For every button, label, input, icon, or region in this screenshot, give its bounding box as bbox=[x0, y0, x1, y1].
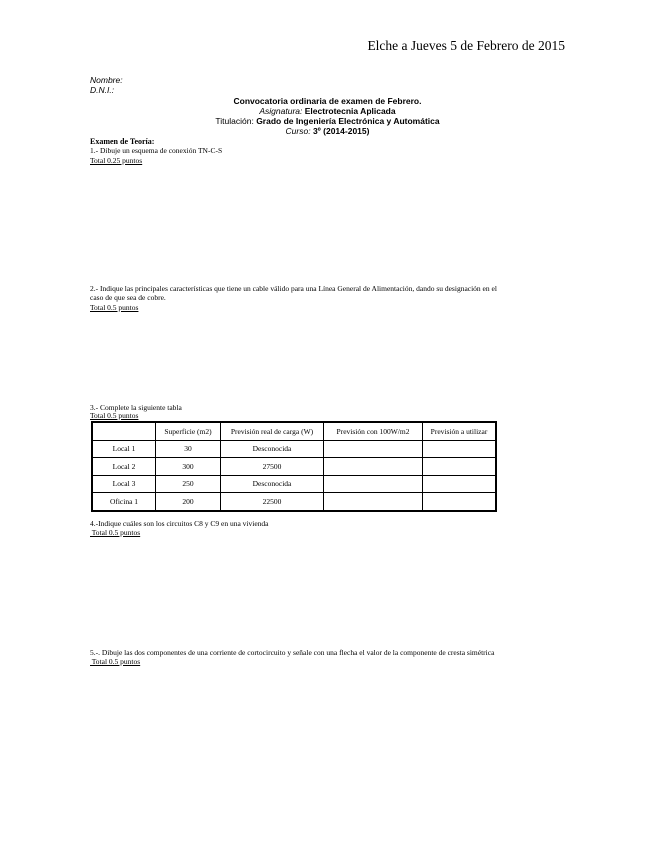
table-cell: Desconocida bbox=[221, 440, 324, 458]
table-row bbox=[92, 475, 496, 493]
table-cell: Desconocida bbox=[221, 475, 324, 493]
table-cell: 27500 bbox=[221, 458, 324, 476]
table-cell bbox=[423, 440, 497, 458]
table-cell bbox=[324, 493, 423, 511]
subject-value: Electrotecnia Aplicada bbox=[304, 106, 396, 116]
table-header-cell bbox=[92, 422, 156, 440]
table-cell: 200 bbox=[156, 493, 221, 511]
subject-label: Asignatura: bbox=[259, 106, 303, 116]
exam-header bbox=[90, 96, 565, 136]
table-cell: 30 bbox=[156, 440, 221, 458]
table-cell: Local 3 bbox=[92, 475, 156, 493]
question-3-points: Total 0.5 puntos bbox=[90, 411, 139, 420]
degree-value: Grado de Ingeniería Electrónica y Automática bbox=[256, 116, 440, 126]
table-cell: Local 1 bbox=[92, 440, 156, 458]
question-1-text: 1.- Dibuje un esquema de conexión TN-C-S bbox=[90, 146, 223, 155]
table-row bbox=[92, 493, 496, 511]
name-label: Nombre: bbox=[90, 75, 123, 85]
table-header-cell: Superficie (m2) bbox=[156, 422, 221, 440]
table-row bbox=[92, 440, 496, 458]
subject-line bbox=[90, 106, 565, 116]
table-header-cell: Previsión real de carga (W) bbox=[221, 422, 324, 440]
course-value: 3º (2014-2015) bbox=[312, 126, 370, 136]
table-cell: Local 2 bbox=[92, 458, 156, 476]
question-2-points: Total 0.5 puntos bbox=[90, 303, 139, 312]
course-line bbox=[90, 126, 565, 136]
question-5-points: Total 0.5 puntos bbox=[90, 657, 141, 666]
table-cell bbox=[423, 493, 497, 511]
table-cell bbox=[324, 458, 423, 476]
table-cell: 250 bbox=[156, 475, 221, 493]
table-cell bbox=[423, 475, 497, 493]
course-label: Curso: bbox=[285, 126, 311, 136]
section-title: Examen de Teoría: bbox=[90, 137, 155, 146]
question-2-text-cont: caso de que sea de cobre. bbox=[90, 293, 166, 302]
question-3-text: 3.- Complete la siguiente tabla bbox=[90, 403, 182, 412]
question-5-text: 5.-. Dibuje las dos componentes de una corriente de cortocircuito y señale con una flecha el valor de la componente de cresta simétrica bbox=[90, 648, 495, 657]
table-header-cell: Previsión a utilizar bbox=[423, 422, 497, 440]
table-cell: 300 bbox=[156, 458, 221, 476]
question-4-points: Total 0.5 puntos bbox=[90, 528, 141, 537]
table-row bbox=[92, 458, 496, 476]
exam-title: Convocatoria ordinaria de examen de Febrero. bbox=[233, 96, 422, 106]
question-2-text: 2.- Indique las principales características que tiene un cable válido para una Línea General de Alimentación, dando su designación en el bbox=[90, 284, 497, 293]
question-4-text: 4.-Indique cuáles son los circuitos C8 y C9 en una vivienda bbox=[90, 519, 269, 528]
table-header-row bbox=[92, 422, 496, 440]
table-cell bbox=[324, 475, 423, 493]
table-cell: Oficina 1 bbox=[92, 493, 156, 511]
date-line: Elche a Jueves 5 de Febrero de 2015 bbox=[367, 38, 565, 53]
degree-label: Titulación: bbox=[215, 116, 254, 126]
table-header-cell: Previsión con 100W/m2 bbox=[324, 422, 423, 440]
degree-line bbox=[90, 116, 565, 126]
dni-label: D.N.I.: bbox=[90, 85, 115, 95]
table-cell bbox=[423, 458, 497, 476]
load-table bbox=[91, 421, 497, 512]
table-cell: 22500 bbox=[221, 493, 324, 511]
question-1-points: Total 0.25 puntos bbox=[90, 156, 143, 165]
table-cell bbox=[324, 440, 423, 458]
